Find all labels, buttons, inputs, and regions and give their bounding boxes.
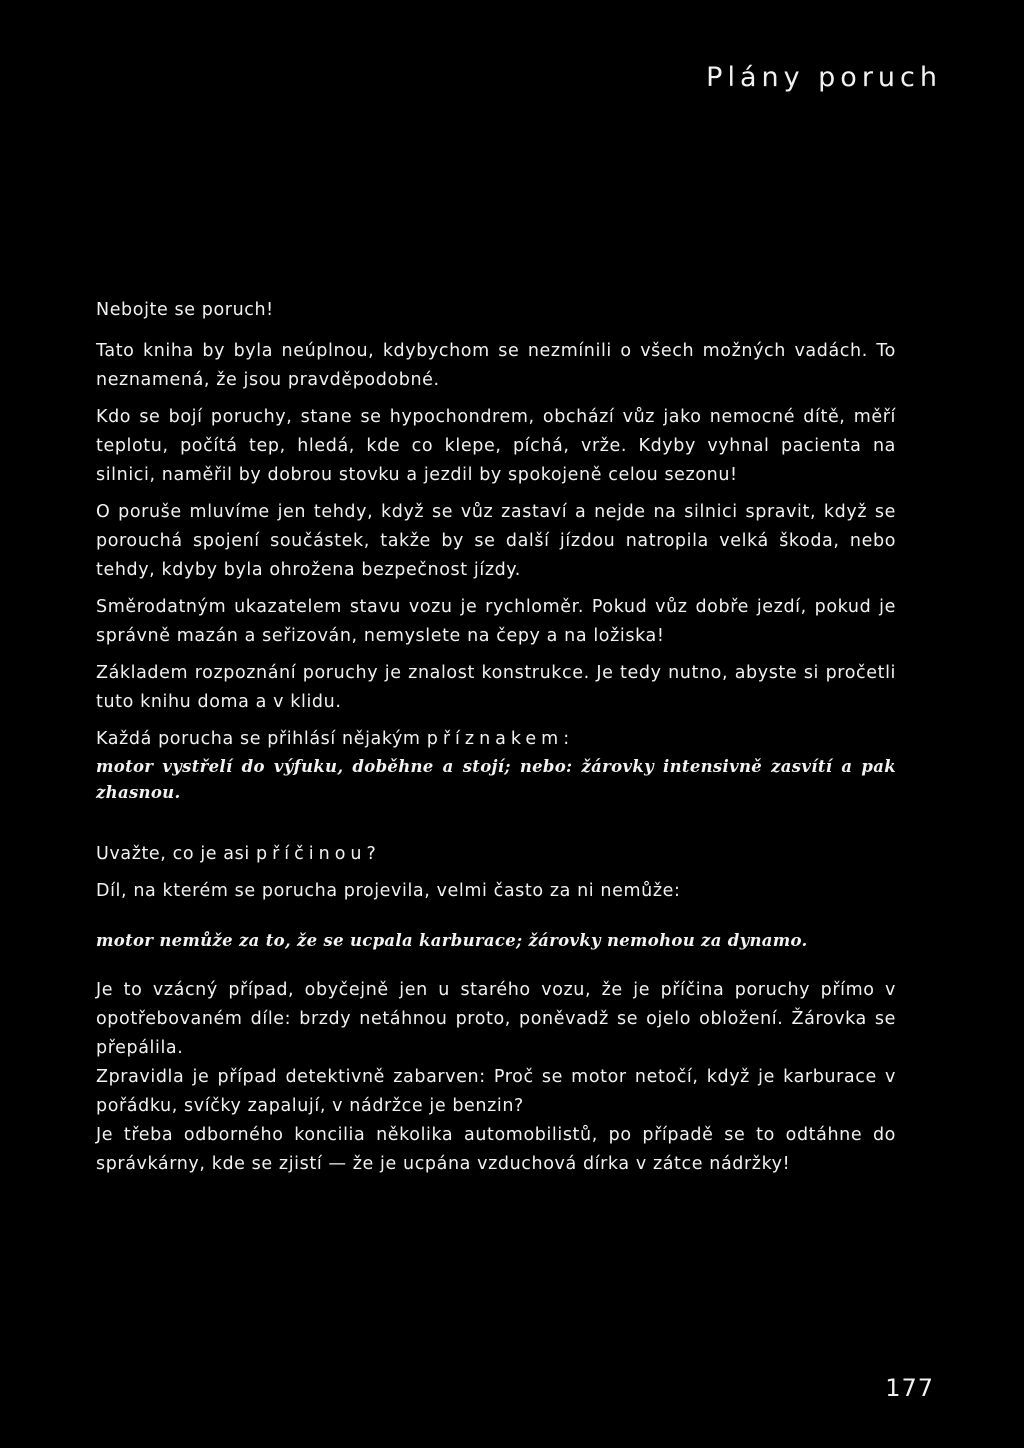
symptom-example: motor vystřelí do výfuku, doběhne a stojí; nebo: žárovky intensivně zasvítí a pak zhasnou.	[96, 757, 896, 802]
paragraph-speedometer: Směrodatným ukazatelem stavu vozu je rychloměr. Pokud vůz dobře jezdí, pokud je správně mazán a seřizován, nemyslete na čepy a na ložiska!	[96, 597, 896, 646]
cause-prefix: Uvažte, co je asi	[96, 844, 256, 864]
part-example: motor nemůže za to, že se ucpala karburace; žárovky nemohou za dynamo.	[96, 931, 808, 950]
paragraph-intro: Nebojte se poruch!	[96, 300, 274, 320]
paragraph-completeness: Tato kniha by byla neúplnou, kdybychom se nezmínili o všech možných vadách. To neznamená, že jsou pravděpodobné.	[96, 341, 896, 390]
paragraph-hypochondriac: Kdo se bojí poruchy, stane se hypochondrem, obchází vůz jako nemocné dítě, měří teplotu, počítá tep, hledá, kde co klepe, píchá, vrže. Kdyby vyhnal pacienta na silnici, naměřil by dobrou stovku a jezdil by spokojeně celou sezonu!	[96, 407, 896, 485]
paragraph-rare-case: Je to vzácný případ, obyčejně jen u starého vozu, že je příčina poruchy přímo v opotřebovaném díle: brzdy netáhnou proto, poněvadž se ojelo obložení. Žárovka se přepálila.	[96, 980, 896, 1058]
paragraph-consilium: Je třeba odborného koncilia několika automobilistů, po případě se to odtáhne do správkárny, kde se zjistí — že je ucpána vzduchová dírka v zátce nádržky!	[96, 1125, 896, 1174]
page-title: Plány poruch	[706, 62, 942, 93]
symptom-prefix: Každá porucha se přihlásí nějakým	[96, 729, 427, 749]
page-number: 177	[885, 1374, 934, 1402]
cause-suffix: ?	[366, 844, 377, 864]
body-text	[96, 296, 896, 1179]
cause-keyword: příčinou	[255, 844, 367, 864]
paragraph-construction: Základem rozpoznání poruchy je znalost konstrukce. Je tedy nutno, abyste si pročetli tuto knihu doma a v klidu.	[96, 663, 896, 712]
paragraph-cause	[96, 840, 896, 869]
paragraph-detective: Zpravidla je případ detektivně zabarven: Proč se motor netočí, když je karburace v pořádku, svíčky zapalují, v nádržce je benzin?	[96, 1067, 896, 1116]
paragraph-symptom	[96, 725, 896, 754]
symptom-suffix: :	[563, 729, 570, 749]
paragraph-fault-definition: O poruše mluvíme jen tehdy, když se vůz zastaví a nejde na silnici spravit, když se porouchá spojení součástek, takže by se další jízdou natropila velká škoda, nebo tehdy, kdyby byla ohrožena bezpečnost jízdy.	[96, 502, 896, 580]
paragraph-part: Díl, na kterém se porucha projevila, velmi často za ni nemůže:	[96, 881, 681, 901]
symptom-keyword: příznakem	[426, 729, 564, 749]
